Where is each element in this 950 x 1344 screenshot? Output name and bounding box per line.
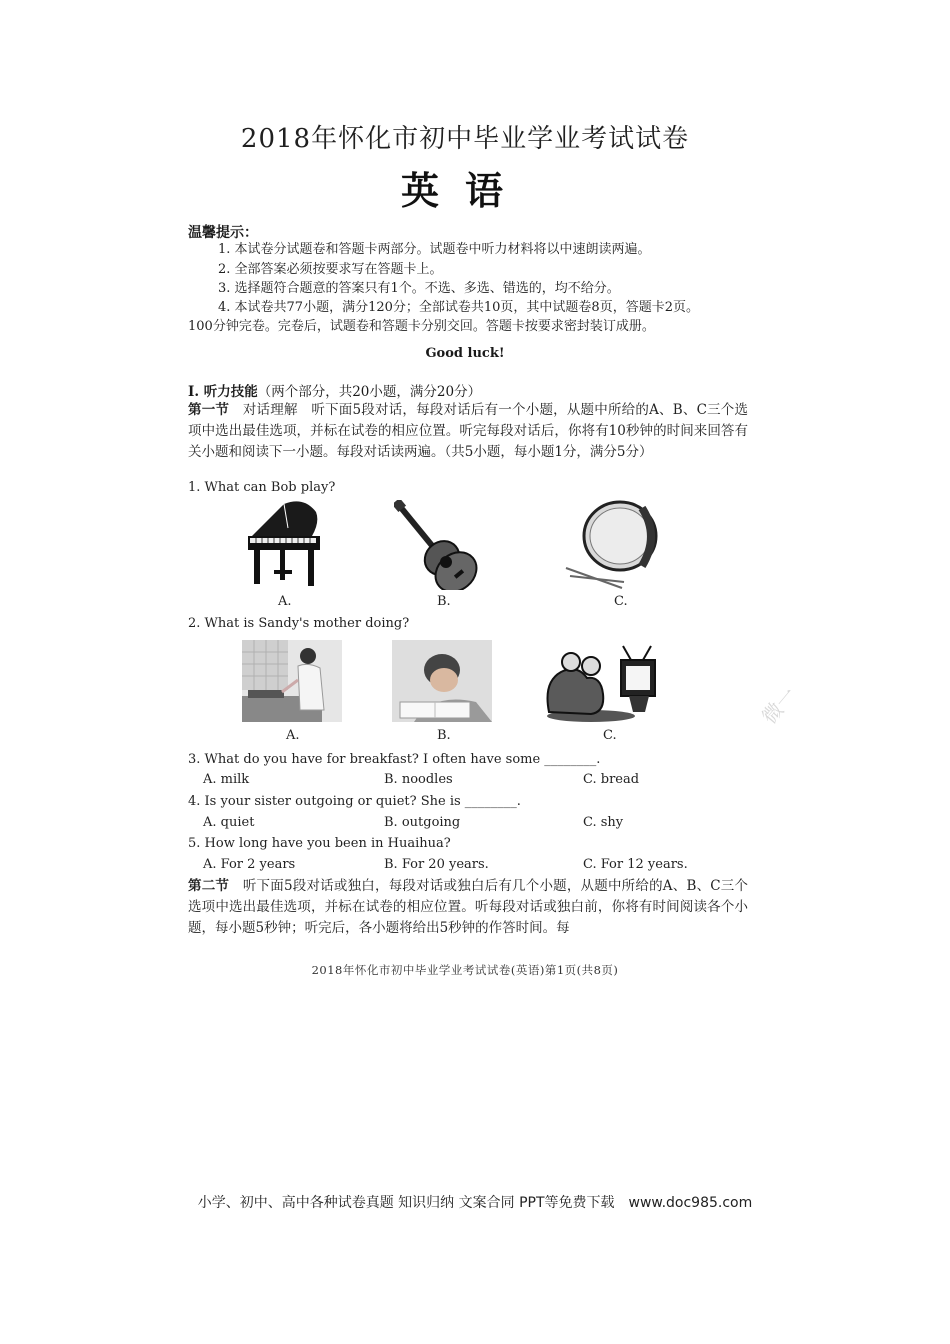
option-label: A. (286, 728, 300, 743)
question-1: 1. What can Bob play? (188, 480, 336, 495)
watermark: 微一 (757, 682, 802, 729)
option-a: A. For 2 years (203, 857, 296, 872)
section-heading-rest: （两个部分，共20小题，满分20分） (257, 384, 482, 400)
option-a: A. milk (203, 772, 250, 787)
download-banner[interactable]: 小学、初中、高中各种试卷真题 知识归纳 文案合同 PPT等免费下载 www.doc985.com (197, 1195, 753, 1211)
option-c: C. bread (583, 772, 640, 787)
option-label: B. (437, 594, 451, 609)
washing-dishes-photo (242, 640, 342, 722)
question-4: 4. Is your sister outgoing or quiet? She is ________. (188, 794, 521, 809)
part2-instructions (188, 876, 748, 939)
question-5: 5. How long have you been in Huaihua? (188, 836, 451, 851)
option-b: B. For 20 years. (384, 857, 489, 872)
boy-writing-photo (392, 640, 492, 722)
question-3: 3. What do you have for breakfast? I often have some ________. (188, 752, 601, 767)
option-c: C. shy (583, 815, 624, 830)
tip-item: 100分钟完卷。完卷后，试题卷和答题卡分别交回。答题卡按要求密封装订成册。 (188, 319, 655, 334)
part1-label: 第一节 (188, 402, 230, 418)
tip-item: 4. 本试卷共77小题，满分120分；全部试卷共10页，其中试题卷8页，答题卡2页。 (218, 300, 699, 315)
option-label: C. (614, 594, 628, 609)
page-footer: 2018年怀化市初中毕业学业考试试卷(英语)第1页(共8页) (311, 963, 619, 977)
part1-instructions (188, 400, 748, 463)
part2-text: 听下面5段对话或独白，每段对话或独白后有几个小题，从题中所给的A、B、C三个选项中选出最佳选项，并标在试卷的相应位置。听每段对话或独白前，你将有时间阅读各个小题，每小题5秒钟；听完后，各小题将给出5秒钟的作答时间。每 (188, 878, 749, 936)
option-label: C. (603, 728, 617, 743)
option-b: B. noodles (384, 772, 453, 787)
watching-tv-icon (543, 642, 663, 722)
section-heading-bold: I. 听力技能 (188, 384, 258, 400)
piano-icon (244, 498, 326, 592)
option-label: A. (278, 594, 292, 609)
guitar-icon (394, 500, 480, 590)
part2-label: 第二节 (188, 878, 230, 894)
section-heading (188, 380, 481, 400)
exam-title: 2018年怀化市初中毕业学业考试试卷 (240, 124, 690, 154)
good-luck: Good luck! (425, 346, 505, 361)
tip-item: 1. 本试卷分试题卷和答题卡两部分。试题卷中听力材料将以中速朗读两遍。 (218, 242, 651, 257)
option-label: B. (437, 728, 451, 743)
tip-item: 2. 全部答案必须按要求写在答题卡上。 (218, 262, 443, 277)
tip-item: 3. 选择题符合题意的答案只有1个。不选、多选、错选的，均不给分。 (218, 281, 620, 296)
subject-title: 英语 (400, 168, 529, 213)
option-c: C. For 12 years. (583, 857, 688, 872)
option-a: A. quiet (203, 815, 255, 830)
option-b: B. outgoing (384, 815, 461, 830)
part1-text: 对话理解 听下面5段对话，每段对话后有一个小题，从题中所给的A、B、C三个选项中选出最佳选项，并标在试卷的相应位置。听完每段对话后，你将有10秒钟的时间来回答有关小题和阅读下一小题。每段对话读两遍。（共5小题，每小题1分，满分5分） (188, 402, 749, 460)
drum-icon (564, 498, 660, 592)
tips-heading: 温馨提示： (188, 225, 258, 241)
question-2: 2. What is Sandy's mother doing? (188, 616, 410, 631)
